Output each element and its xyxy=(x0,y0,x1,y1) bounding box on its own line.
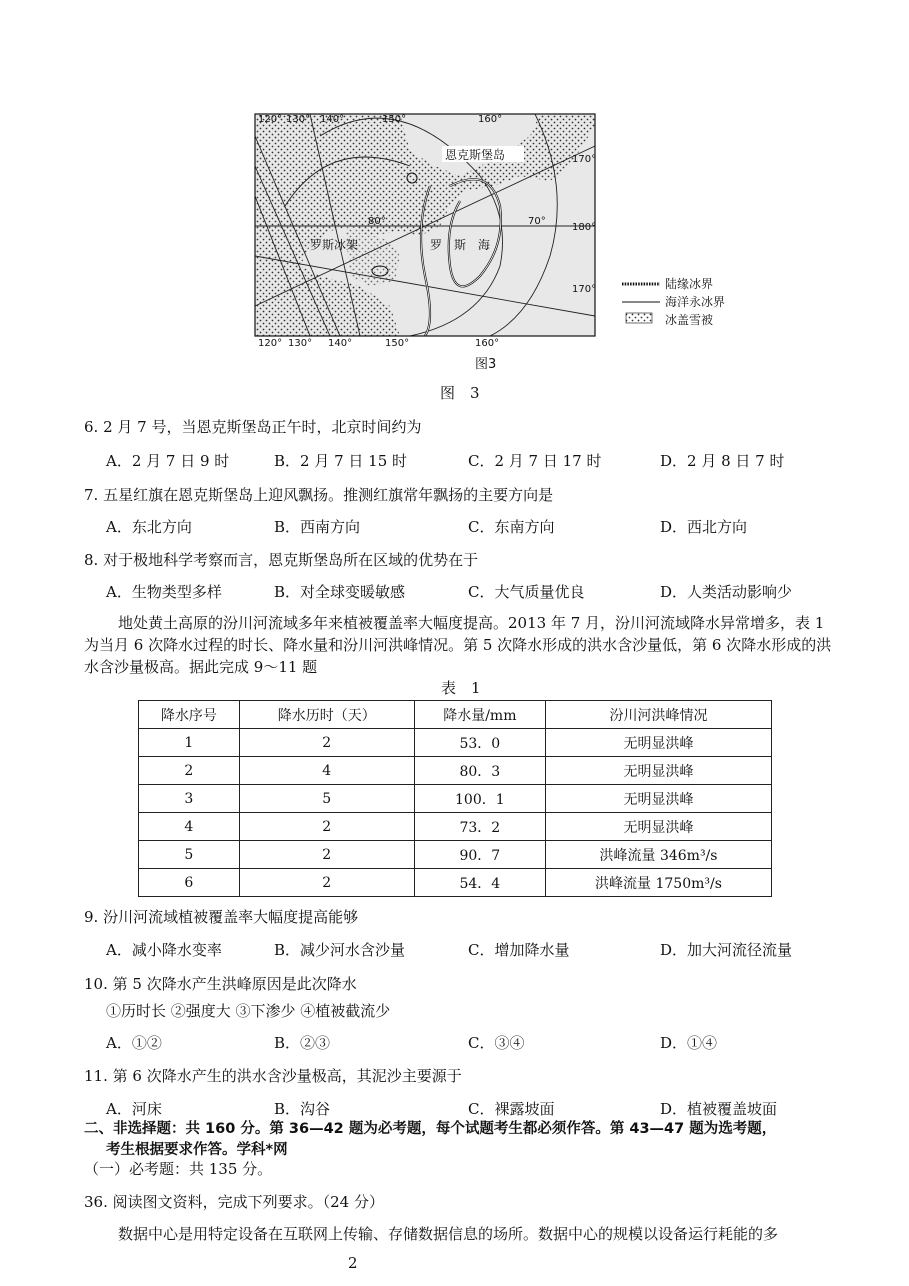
q9-option-b: B．减少河水含沙量 xyxy=(274,941,406,959)
q10-items: ①历时长 ②强度大 ③下渗少 ④植被截流少 xyxy=(106,1002,391,1020)
q9-stem: 9. 汾川河流域植被覆盖率大幅度提高能够 xyxy=(84,908,359,926)
q7-option-c: C．东南方向 xyxy=(468,518,555,536)
figure-inner-caption: 图3 xyxy=(475,357,497,372)
q9-option-d: D．加大河流径流量 xyxy=(660,941,793,959)
table-cell: 2 xyxy=(239,813,414,841)
q36-stem: 36. 阅读图文资料，完成下列要求。（24 分） xyxy=(84,1193,384,1211)
table-header: 降水量/mm xyxy=(414,701,545,729)
table-row xyxy=(139,729,772,757)
figure-caption: 图 3 xyxy=(440,384,480,402)
q8-option-a: A．生物类型多样 xyxy=(106,583,222,601)
table-cell: 2 xyxy=(239,869,414,897)
q6-option-c: C．2 月 7 日 17 时 xyxy=(468,452,602,470)
passage-fenchuan: 地处黄土高原的汾川河流域多年来植被覆盖率大幅度提高。2013 年 7 月，汾川河流域降水异常增多，表 1 为当月 6 次降水过程的时长、降水量和汾川河洪峰情况。第 5 次降水形成的洪水含沙量低，第 6 次降水形成的洪水含沙量极高。据此完成 9～11 题 xyxy=(84,614,832,676)
table-cell: 4 xyxy=(239,757,414,785)
table-cell: 3 xyxy=(139,785,240,813)
table-cell: 6 xyxy=(139,869,240,897)
table-header: 汾川河洪峰情况 xyxy=(545,701,771,729)
q7-option-b: B．西南方向 xyxy=(274,518,361,536)
table-row xyxy=(139,813,772,841)
lon-right-180: 180° xyxy=(572,222,597,233)
label-ross-sea: 罗 斯 海 xyxy=(430,238,491,252)
table-cell: 无明显洪峰 xyxy=(545,813,771,841)
label-ross-ice-shelf: 罗斯冰架 xyxy=(310,238,359,252)
q8-option-b: B．对全球变暖敏感 xyxy=(274,583,406,601)
lat-80-label: 80° xyxy=(368,216,386,227)
q10-option-b: B．②③ xyxy=(274,1034,331,1052)
q7-option-a: A．东北方向 xyxy=(106,518,192,536)
q10-option-a: A．①② xyxy=(106,1034,162,1052)
lon-top-130: 130° xyxy=(286,114,311,125)
table-row xyxy=(139,785,772,813)
q8-option-c: C．大气质量优良 xyxy=(468,583,585,601)
q11-option-d: D．植被覆盖坡面 xyxy=(660,1100,778,1118)
table-cell: 5 xyxy=(239,785,414,813)
lon-top-160: 160° xyxy=(478,114,503,125)
table-header-row xyxy=(139,701,772,729)
table-cell: 1 xyxy=(139,729,240,757)
lon-right-170-top: 170° xyxy=(572,154,597,165)
label-enkesibao-island: 恩克斯堡岛 xyxy=(445,148,506,162)
q11-option-b: B．沟谷 xyxy=(274,1100,331,1118)
table-cell: 80．3 xyxy=(414,757,545,785)
section2-subheading: （一）必考题：共 135 分。 xyxy=(84,1160,273,1178)
lon-bottom-160: 160° xyxy=(475,338,500,349)
q9-option-c: C．增加降水量 xyxy=(468,941,570,959)
lon-right-170-bottom: 170° xyxy=(572,284,597,295)
lon-top-140: 140° xyxy=(320,114,345,125)
q36-text: 数据中心是用特定设备在互联网上传输、存储数据信息的场所。数据中心的规模以设备运行耗能的多 xyxy=(118,1225,779,1243)
lon-bottom-120: 120° xyxy=(258,338,283,349)
table-cell: 90．7 xyxy=(414,841,545,869)
q10-option-c: C．③④ xyxy=(468,1034,525,1052)
table-cell: 2 xyxy=(139,757,240,785)
q7-stem: 7. 五星红旗在恩克斯堡岛上迎风飘扬。推测红旗常年飘扬的主要方向是 xyxy=(84,486,554,504)
q11-option-a: A．河床 xyxy=(106,1100,162,1118)
ross-sea-map xyxy=(250,106,742,378)
table-cell: 53．0 xyxy=(414,729,545,757)
page-number: 2 xyxy=(348,1254,358,1272)
lon-bottom-130: 130° xyxy=(288,338,313,349)
q11-stem: 11. 第 6 次降水产生的洪水含沙量极高，其泥沙主要源于 xyxy=(84,1067,462,1085)
q6-stem: 6. 2 月 7 号，当恩克斯堡岛正午时，北京时间约为 xyxy=(84,418,422,436)
table-cell: 无明显洪峰 xyxy=(545,729,771,757)
q10-stem: 10. 第 5 次降水产生洪峰原因是此次降水 xyxy=(84,975,357,993)
lon-top-150: 150° xyxy=(382,114,407,125)
antarctic-map-figure xyxy=(250,106,742,378)
table-cell: 5 xyxy=(139,841,240,869)
lon-top-120: 120° xyxy=(258,114,283,125)
table-cell: 100．1 xyxy=(414,785,545,813)
legend-continental-ice: 陆缘冰界 xyxy=(665,277,714,291)
q6-option-d: D．2 月 8 日 7 时 xyxy=(660,452,785,470)
lat-70-label: 70° xyxy=(528,216,546,227)
table-cell: 无明显洪峰 xyxy=(545,785,771,813)
table-row xyxy=(139,841,772,869)
table-caption: 表 1 xyxy=(441,679,481,697)
q6-option-a: A．2 月 7 日 9 时 xyxy=(106,452,230,470)
table-row xyxy=(139,869,772,897)
precipitation-table xyxy=(138,700,772,897)
table-row xyxy=(139,757,772,785)
table-cell: 2 xyxy=(239,729,414,757)
legend-sea-ice: 海洋永冰界 xyxy=(665,295,726,309)
q11-option-c: C．裸露坡面 xyxy=(468,1100,555,1118)
q8-option-d: D．人类活动影响少 xyxy=(660,583,793,601)
table-cell: 73．2 xyxy=(414,813,545,841)
table-cell: 洪峰流量 1750m³/s xyxy=(545,869,771,897)
section2-heading-line1: 二、非选择题：共 160 分。第 36—42 题为必考题，每个试题考生都必须作答。第 43—47 题为选考题， xyxy=(84,1121,777,1137)
lon-bottom-150: 150° xyxy=(385,338,410,349)
table-cell: 4 xyxy=(139,813,240,841)
legend-ice-cover: 冰盖雪被 xyxy=(665,313,714,327)
q9-option-a: A．减小降水变率 xyxy=(106,941,222,959)
table-header: 降水历时（天） xyxy=(239,701,414,729)
section2-heading-line2: 考生根据要求作答。学科*网 xyxy=(106,1142,288,1158)
q7-option-d: D．西北方向 xyxy=(660,518,748,536)
table-cell: 无明显洪峰 xyxy=(545,757,771,785)
table-header: 降水序号 xyxy=(139,701,240,729)
q6-option-b: B．2 月 7 日 15 时 xyxy=(274,452,408,470)
legend-ice-cover-symbol xyxy=(626,313,652,323)
table-cell: 54．4 xyxy=(414,869,545,897)
table-cell: 2 xyxy=(239,841,414,869)
q10-option-d: D．①④ xyxy=(660,1034,718,1052)
lon-bottom-140: 140° xyxy=(328,338,353,349)
table-cell: 洪峰流量 346m³/s xyxy=(545,841,771,869)
q8-stem: 8. 对于极地科学考察而言，恩克斯堡岛所在区域的优势在于 xyxy=(84,551,479,569)
